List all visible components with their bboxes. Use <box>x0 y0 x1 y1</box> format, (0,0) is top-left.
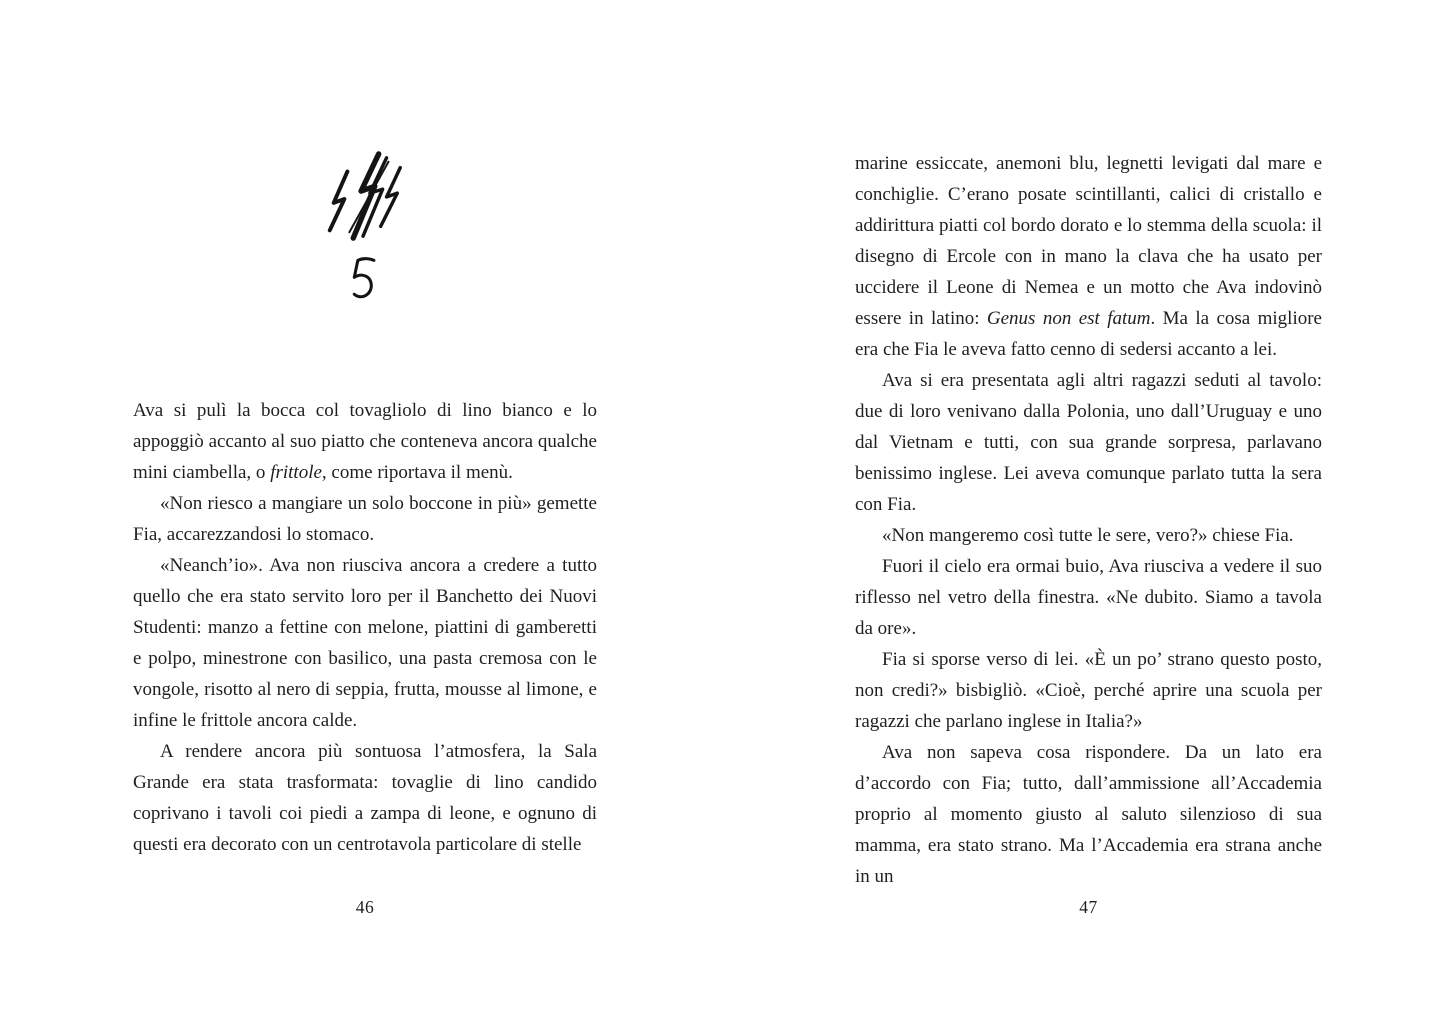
paragraph <box>855 737 1322 892</box>
chapter-ornament <box>133 150 597 310</box>
text-run: Genus non est fatum <box>986 308 1151 329</box>
text-run: «Neanch’io». Ava non riusciva ancora a credere a tutto quello che era stato servito loro per il Banchetto dei Nuovi Studenti: manzo a fettine con melone, piattini di gamberetti e polpo, minestrone con basilico, una pasta cremosa con le vongole, risotto al nero di seppia, frutta, mousse al limone, e infine le frittole ancora calde. <box>133 555 597 731</box>
text-run: «Non mangeremo così tutte le sere, vero?» chiese Fia. <box>882 525 1294 546</box>
page-right <box>855 0 1322 1012</box>
page-body-left <box>133 395 597 860</box>
lightning-bolts-icon <box>133 150 597 249</box>
paragraph <box>855 551 1322 644</box>
text-run: Ava si pulì la bocca col tovagliolo di lino bianco e lo appoggiò accanto al suo piatto che conteneva ancora qualche mini ciambella, o <box>133 400 597 483</box>
paragraph <box>855 365 1322 520</box>
text-run: Fia si sporse verso di lei. «È un po’ strano questo posto, non credi?» bisbigliò. «Cioè, perché aprire una scuola per ragazzi che parlano inglese in Italia?» <box>855 649 1322 732</box>
text-run: frittole <box>270 462 322 483</box>
page-body-right <box>855 148 1322 892</box>
paragraph <box>133 488 597 550</box>
text-run: . Ma la cosa migliore era che Fia le aveva fatto cenno di sedersi accanto a lei. <box>855 308 1322 360</box>
text-run: A rendere ancora più sontuosa l’atmosfera, la Sala Grande era stata trasformata: tovaglie di lino candido coprivano i tavoli coi piedi a zampa di leone, e ognuno di questi era decorato con un centrotavola particolare di stelle <box>133 741 597 855</box>
paragraph <box>855 520 1322 551</box>
page-number-left: 46 <box>355 897 375 917</box>
text-run: «Non riesco a mangiare un solo boccone in più» gemette Fia, accarezzandosi lo stomaco. <box>133 493 597 545</box>
text-run: , come riportava il menù. <box>321 462 513 483</box>
paragraph <box>133 395 597 488</box>
paragraph <box>133 736 597 860</box>
page-left <box>133 0 597 1012</box>
paragraph <box>133 550 597 736</box>
text-run: Ava si era presentata agli altri ragazzi seduti al tavolo: due di loro venivano dalla Polonia, uno dall’Uruguay e uno dal Vietnam e tutti, con sua grande sorpresa, parlavano benissimo inglese. Lei aveva comunque parlato tutta la sera con Fia. <box>855 370 1322 515</box>
text-run: Ava non sapeva cosa rispondere. Da un lato era d’accordo con Fia; tutto, dall’ammissione all’Accademia proprio al momento giusto al saluto silenzioso di sua mamma, era stato strano. Ma l’Accademia era strana anche in un <box>855 742 1322 887</box>
text-run: marine essiccate, anemoni blu, legnetti levigati dal mare e conchiglie. C’erano posate scintillanti, calici di cristallo e addirittura piatti col bordo dorato e lo stemma della scuola: il disegno di Ercole con in mano la clava che ha usato per uccidere il Leone di Nemea e un motto che Ava indovinò essere in latino: <box>855 153 1322 329</box>
page-number-right: 47 <box>1079 897 1098 917</box>
text-run: Fuori il cielo era ormai buio, Ava riusciva a vedere il suo riflesso nel vetro della finestra. «Ne dubito. Siamo a tavola da ore». <box>855 556 1322 639</box>
paragraph <box>855 644 1322 737</box>
paragraph <box>855 148 1322 365</box>
chapter-number-icon <box>133 255 597 310</box>
